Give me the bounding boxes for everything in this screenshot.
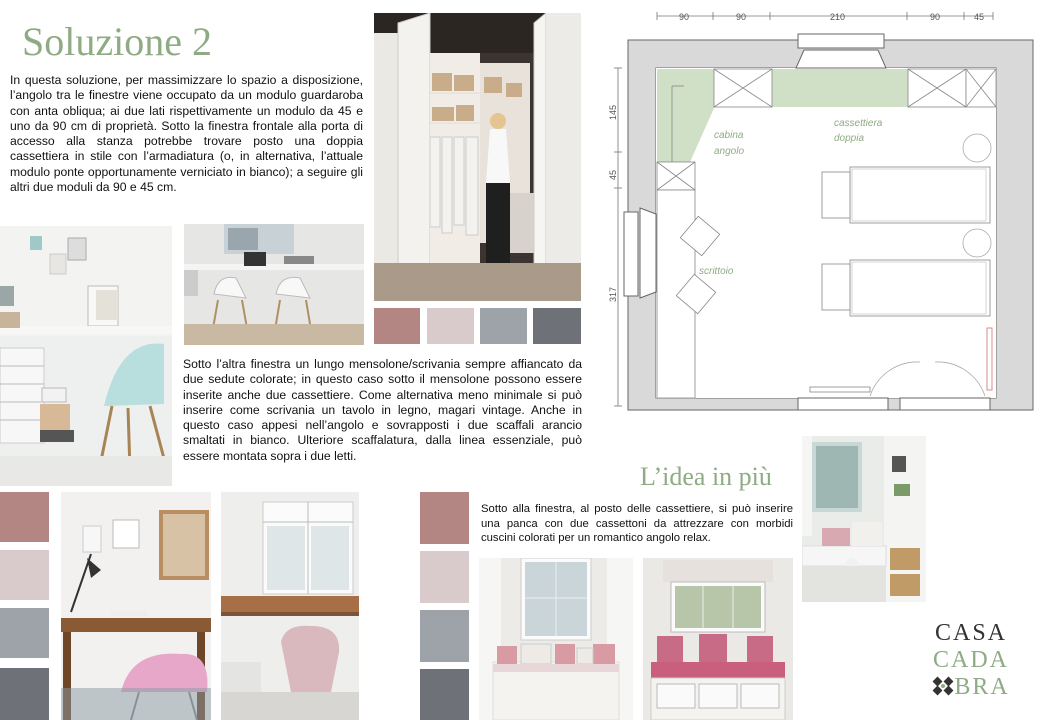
page-title: Soluzione 2 [22,19,212,64]
photo-window-shelf-chair [221,492,359,720]
swatch-dark-grey [533,308,581,344]
swatch-pale-pink [427,308,474,344]
photo-corner-wardrobe [374,13,581,301]
logo-ornament-icon [932,676,954,696]
label-cassettiera: cassettiera [834,118,883,129]
logo-line-bra-row [902,674,1040,701]
swatch-left-4 [0,668,49,720]
dim-left-3: 317 [608,286,618,302]
photo-window-seat-shelves [802,436,926,602]
swatch-idea-3 [420,610,469,662]
swatch-idea-4 [420,669,469,720]
swatch-light-grey [480,308,527,344]
casacadabra-logo [902,598,1040,720]
dim-left-2: 45 [608,169,618,180]
photo-white-desk [0,226,172,486]
photo-window-bench-pink [479,558,633,720]
desk-paragraph: Sotto l’altra finestra un lungo mensolone/scrivania sempre affiancato da due sedute colorate; in questo caso sotto il mensolone possono essere inserite anche due cassettiere. Come alternativa meno minimale si può inserire come scrivania un tavolo in legno, magari vintage. Anche in questo caso appesi nell’angolo e sovrapposti i due scaffali arancio smaltati in bianco. Ulteriore scaffalatura, dalla linea essenziale, può essere montata sopra i due letti. [183,357,582,463]
photo-window-bench-storage [643,558,793,720]
idea-paragraph: Sotto alla finestra, al posto delle cassettiere, si può inserire una panca con due cassettoni da attrezzare con morbidi cuscini colorati per un romantico angolo relax. [481,503,793,545]
label-scrittoio: scrittoio [699,266,734,277]
dim-top-5: 45 [974,12,985,22]
swatch-idea-1 [420,492,469,544]
dim-top-2: 90 [736,12,747,22]
swatch-dusty-rose [374,308,420,344]
intro-paragraph: In questa soluzione, per massimizzare lo spazio a disposizione, l’angolo tra le finestre viene occupato da un modulo guardaroba con anta obliqua; ai due lati rispettivamente un modulo da 45 e uno da 90 cm di proprietà. Sotto la finestra frontale alla porta di accesso alla stanza potrebbe trovare posto una doppia cassettiera in stile con l’armadiatura (o, in alternativa, l’attuale modulo ponte opportunamente verniciato in bianco); a seguire gli altri due moduli da 90 e 45 cm. [10,73,363,195]
swatch-idea-2 [420,551,469,603]
logo-line-casa: CASA [934,620,1008,646]
logo-line-bra: BRA [954,674,1010,700]
palette-idea [420,492,469,720]
swatch-left-3 [0,608,49,658]
dim-top-1: 90 [679,12,690,22]
dim-top-4: 90 [930,12,941,22]
floor-plan [600,6,1040,442]
label-doppia: doppia [834,133,865,144]
photo-wooden-desk-pink-chair [61,492,211,720]
dim-top-3: 210 [830,12,846,22]
palette-wardrobe [374,308,581,344]
label-cabina: cabina [714,130,744,141]
label-angolo: angolo [714,146,745,157]
logo-line-cada: CADA [932,647,1009,673]
dim-left-1: 145 [608,104,618,120]
photo-long-desk-two-chairs [184,224,364,345]
swatch-left-2 [0,550,49,600]
idea-heading: L’idea in più [640,462,772,491]
swatch-left-1 [0,492,49,542]
palette-left [0,492,49,720]
